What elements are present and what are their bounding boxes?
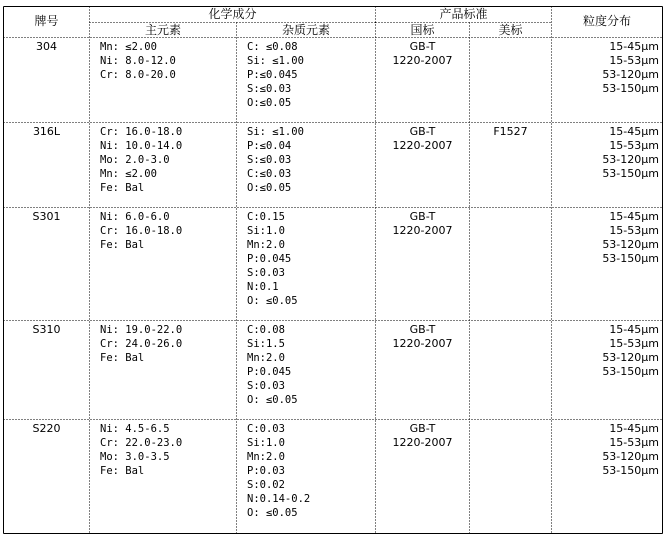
impurity-cell <box>247 40 374 110</box>
header-impurities: 杂质元素 <box>281 23 330 37</box>
impurity-cell-line: Si:1.0 <box>247 225 285 237</box>
impurity-cell <box>247 422 374 520</box>
impurity-cell <box>247 125 374 195</box>
impurity-cell-line: O:≤0.05 <box>247 97 292 109</box>
impurity-cell-line: C:0.08 <box>247 324 285 336</box>
national-standard-cell-line: GB-T <box>409 323 436 336</box>
main-elements-cell-line: Ni: 6.0-6.0 <box>100 211 170 223</box>
impurity-cell-line: Mn:2.0 <box>247 239 285 251</box>
impurity-cell-line: Si: ≤1.00 <box>247 55 304 67</box>
particle-size-cell-line: 15-53μm <box>609 436 659 449</box>
impurity-cell-line: O: ≤0.05 <box>247 507 298 519</box>
national-standard-cell-line: GB-T <box>409 40 436 53</box>
main-elements-cell-line: Fe: Bal <box>100 182 145 194</box>
national-standard-cell-line: GB-T <box>409 422 436 435</box>
impurity-cell-line: N:0.14-0.2 <box>247 493 311 505</box>
particle-size-cell-line: 53-150μm <box>602 252 659 265</box>
particle-size-cell-line: 53-120μm <box>602 238 659 251</box>
main-elements-cell <box>100 40 235 82</box>
main-elements-cell-line: Cr: 8.0-20.0 <box>100 69 176 81</box>
impurity-cell <box>247 323 374 407</box>
grade-cell: 304 <box>36 40 57 53</box>
main-elements-cell-line: Fe: Bal <box>100 465 145 477</box>
header-particle-size: 粒度分布 <box>582 14 631 28</box>
particle-size-cell <box>552 422 659 478</box>
main-elements-cell-line: Ni: 10.0-14.0 <box>100 140 183 152</box>
national-standard-cell-line: GB-T <box>409 125 436 138</box>
national-standard-cell-line: 1220-2007 <box>392 436 453 449</box>
impurity-cell-line: Mn:2.0 <box>247 352 285 364</box>
impurity-cell-line: S:≤0.03 <box>247 154 292 166</box>
impurity-cell <box>247 210 374 308</box>
particle-size-cell-line: 15-45μm <box>609 323 659 336</box>
main-elements-cell-line: Mo: 2.0-3.0 <box>100 154 170 166</box>
main-elements-cell-line: Mn: ≤2.00 <box>100 168 157 180</box>
main-elements-cell <box>100 323 235 365</box>
main-elements-cell-line: Cr: 16.0-18.0 <box>100 225 183 237</box>
particle-size-cell <box>552 40 659 96</box>
impurity-cell-line: O: ≤0.05 <box>247 394 298 406</box>
grade-cell: S220 <box>32 422 61 435</box>
particle-size-cell <box>552 323 659 379</box>
national-standard-cell-line: 1220-2007 <box>392 139 453 152</box>
particle-size-cell-line: 15-45μm <box>609 422 659 435</box>
grade-cell: S310 <box>32 323 61 336</box>
particle-size-cell-line: 53-150μm <box>602 167 659 180</box>
impurity-cell-line: Mn:2.0 <box>247 451 285 463</box>
impurity-cell-line: Si: ≤1.00 <box>247 126 304 138</box>
main-elements-cell <box>100 210 235 252</box>
main-elements-cell-line: Cr: 24.0-26.0 <box>100 338 183 350</box>
impurity-cell-line: S:≤0.03 <box>247 83 292 95</box>
header-main-elements: 主元素 <box>144 23 181 37</box>
particle-size-cell-line: 53-120μm <box>602 450 659 463</box>
particle-size-cell-line: 53-150μm <box>602 464 659 477</box>
header-grade: 牌号 <box>34 14 59 28</box>
national-standard-cell <box>376 40 469 68</box>
main-elements-cell-line: Mo: 3.0-3.5 <box>100 451 170 463</box>
main-elements-cell-line: Fe: Bal <box>100 239 145 251</box>
header-standard: 产品标准 <box>439 7 488 21</box>
header-composition: 化学成分 <box>208 7 257 21</box>
impurity-cell-line: C: ≤0.08 <box>247 41 298 53</box>
impurity-cell-line: C:0.03 <box>247 423 285 435</box>
particle-size-cell-line: 53-150μm <box>602 365 659 378</box>
particle-size-cell-line: 15-53μm <box>609 54 659 67</box>
particle-size-cell-line: 15-53μm <box>609 337 659 350</box>
particle-size-cell-line: 15-45μm <box>609 40 659 53</box>
main-elements-cell-line: Ni: 8.0-12.0 <box>100 55 176 67</box>
american-standard-cell: F1527 <box>493 125 528 138</box>
particle-size-cell-line: 53-150μm <box>602 82 659 95</box>
national-standard-cell <box>376 125 469 153</box>
national-standard-cell <box>376 422 469 450</box>
impurity-cell-line: C:0.15 <box>247 211 285 223</box>
impurity-cell-line: S:0.02 <box>247 479 285 491</box>
particle-size-cell-line: 53-120μm <box>602 351 659 364</box>
impurity-cell-line: N:0.1 <box>247 281 279 293</box>
main-elements-cell <box>100 422 235 478</box>
main-elements-cell-line: Ni: 4.5-6.5 <box>100 423 170 435</box>
national-standard-cell <box>376 210 469 238</box>
main-elements-cell-line: Fe: Bal <box>100 352 145 364</box>
main-elements-cell-line: Cr: 22.0-23.0 <box>100 437 183 449</box>
main-elements-cell-line: Mn: ≤2.00 <box>100 41 157 53</box>
impurity-cell-line: Si:1.5 <box>247 338 285 350</box>
national-standard-cell-line: 1220-2007 <box>392 337 453 350</box>
particle-size-cell-line: 15-53μm <box>609 224 659 237</box>
impurity-cell-line: O: ≤0.05 <box>247 295 298 307</box>
grade-cell: 316L <box>32 125 61 138</box>
impurity-cell-line: C:≤0.03 <box>247 168 292 180</box>
impurity-cell-line: Si:1.0 <box>247 437 285 449</box>
national-standard-cell-line: 1220-2007 <box>392 54 453 67</box>
national-standard-cell-line: 1220-2007 <box>392 224 453 237</box>
grade-cell: S301 <box>32 210 61 223</box>
impurity-cell-line: O:≤0.05 <box>247 182 292 194</box>
impurity-cell-line: P:≤0.045 <box>247 69 298 81</box>
main-elements-cell-line: Ni: 19.0-22.0 <box>100 324 183 336</box>
national-standard-cell-line: GB-T <box>409 210 436 223</box>
particle-size-cell-line: 53-120μm <box>602 68 659 81</box>
impurity-cell-line: P:0.045 <box>247 253 292 265</box>
impurity-cell-line: P:0.045 <box>247 366 292 378</box>
impurity-cell-line: P:≤0.04 <box>247 140 292 152</box>
particle-size-cell-line: 15-45μm <box>609 210 659 223</box>
impurity-cell-line: P:0.03 <box>247 465 285 477</box>
main-elements-cell <box>100 125 235 195</box>
header-national: 国标 <box>410 23 435 37</box>
particle-size-cell <box>552 125 659 181</box>
particle-size-cell <box>552 210 659 266</box>
impurity-cell-line: S:0.03 <box>247 380 285 392</box>
header-american: 美标 <box>498 23 523 37</box>
particle-size-cell-line: 15-53μm <box>609 139 659 152</box>
national-standard-cell <box>376 323 469 351</box>
particle-size-cell-line: 15-45μm <box>609 125 659 138</box>
impurity-cell-line: S:0.03 <box>247 267 285 279</box>
main-elements-cell-line: Cr: 16.0-18.0 <box>100 126 183 138</box>
particle-size-cell-line: 53-120μm <box>602 153 659 166</box>
